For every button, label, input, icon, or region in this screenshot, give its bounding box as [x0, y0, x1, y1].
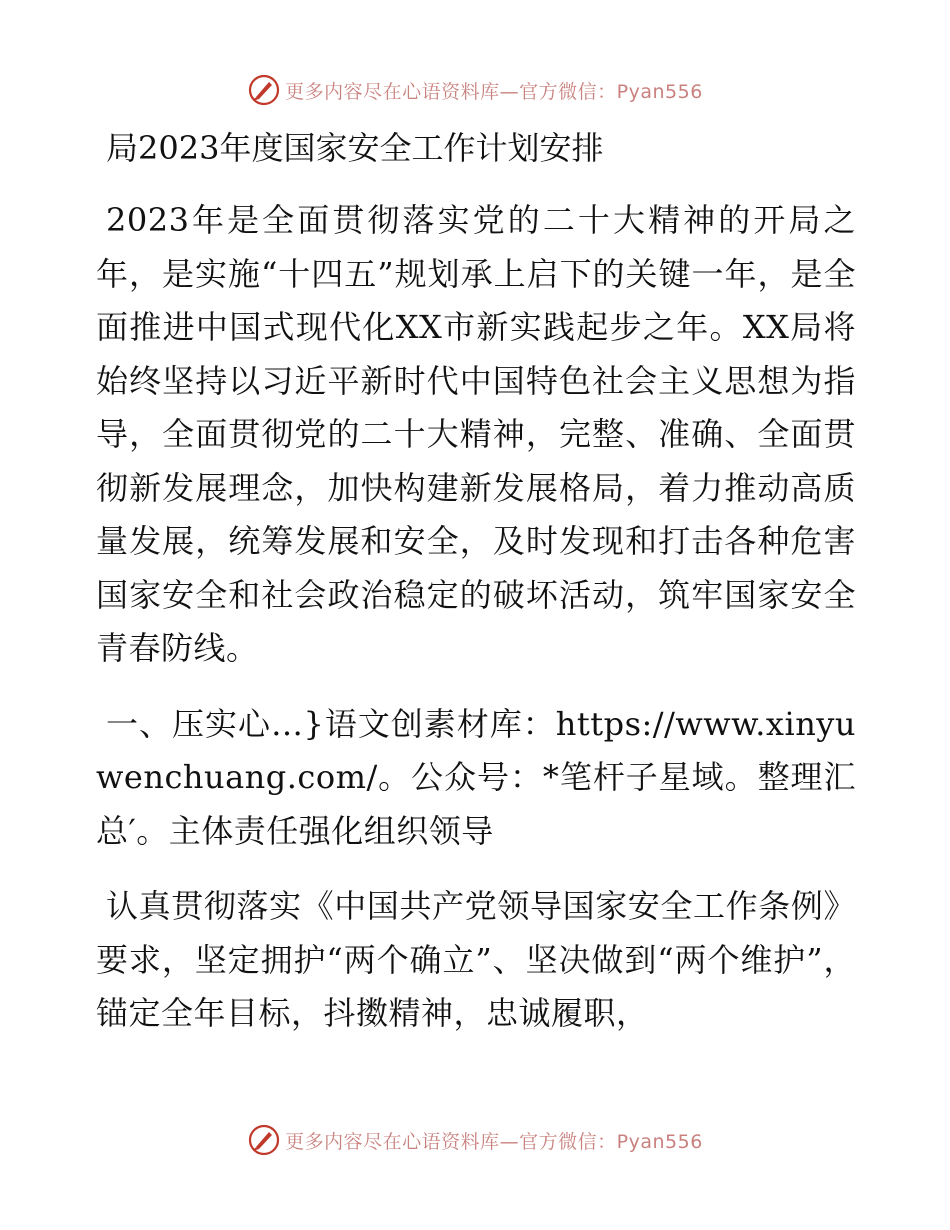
document-title: 局2023年度国家安全工作计划安排 [106, 129, 604, 167]
watermark-text: 更多内容尽在心语资料库—官方微信：Pyan556 [285, 1130, 703, 1153]
watermark-text: 更多内容尽在心语资料库—官方微信：Pyan556 [285, 80, 703, 103]
paragraph-section-heading: 一、压实心…}语文创素材库：https://www.xinyuwenchuang.com/。公众号：*笔杆子星域。整理汇总′。主体责任强化组织领导 [96, 704, 856, 850]
paragraph-intro: 2023年是全面贯彻落实党的二十大精神的开局之年，是实施“十四五”规划承上启下的关键一年，是全面推进中国式现代化XX市新实践起步之年。XX局将始终坚持以习近平新时代中国特色社会主义思想为指导，全面贯彻党的二十大精神，完整、准确、全面贯彻新发展理念，加快构建新发展格局，着力推动高质量发展，统筹发展和安全，及时发现和打击各种危害国家安全和社会政治稳定的破坏活动，筑牢国家安全青春防线。 [96, 201, 856, 667]
footer-watermark [0, 1120, 950, 1160]
header-watermark [0, 70, 950, 110]
document-body [96, 122, 856, 1063]
paragraph-body: 认真贯彻落实《中国共产党领导国家安全工作条例》要求，坚定拥护“两个确立”、坚决做到“两个维护”，锚定全年目标，抖擞精神，忠诚履职， [96, 887, 856, 1032]
brush-logo-icon [247, 73, 281, 107]
brush-logo-icon [247, 1123, 281, 1157]
